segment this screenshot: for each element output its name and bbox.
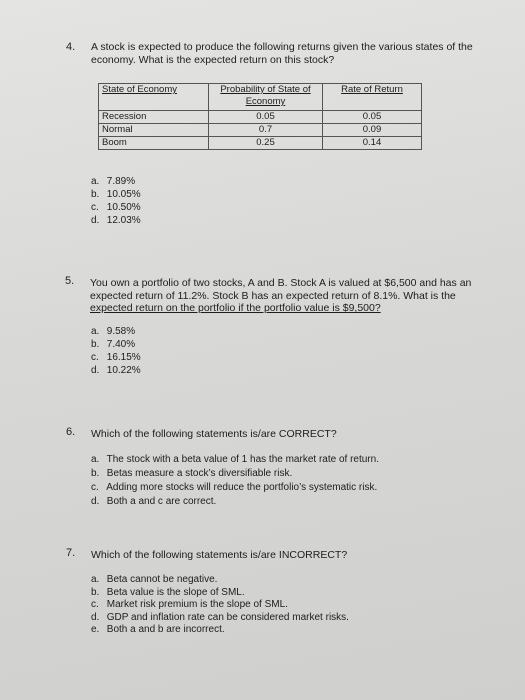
table-cell: 0.14 [323,137,422,150]
option-b[interactable]: b. 7.40% [91,339,136,350]
option-b[interactable]: b. Betas measure a stock’s diversifiable risk. [91,468,293,479]
option-c[interactable]: c. Market risk premium is the slope of SML. [91,599,288,610]
question-5-options [91,325,141,377]
question-7-number: 7. [66,547,76,559]
question-6-number: 6. [66,426,76,438]
header-probability: Probability of State of Economy [209,84,323,111]
question-5-text [90,277,510,315]
economy-returns-table [98,83,422,150]
table-cell: 0.25 [209,137,323,150]
question-4-line-2: economy. What is the expected return on this stock? [91,53,335,66]
question-5-line-3: expected return on the portfolio if the portfolio value is $9,500? [90,302,381,314]
table-cell: 0.09 [323,124,422,137]
option-d[interactable]: d. 10.22% [91,365,141,376]
table-cell: Recession [99,111,209,124]
option-c[interactable]: c. 16.15% [91,352,141,363]
table-row [99,111,422,124]
header-rate-of-return: Rate of Return [323,84,422,111]
option-a[interactable]: a. The stock with a beta value of 1 has the market rate of return. [91,454,379,465]
table-cell: 0.7 [209,124,323,137]
question-4-line-1: A stock is expected to produce the following returns given the various states of the [91,41,473,53]
table-header-row [99,84,422,111]
question-7-text: Which of the following statements is/are INCORRECT? [91,549,348,561]
option-c[interactable]: c. 10.50% [91,202,141,213]
question-5-line-2: expected return of 11.2%. Stock B has an expected return of 8.1%. What is the [90,289,456,302]
table-cell: 0.05 [209,111,323,124]
question-6-text: Which of the following statements is/are CORRECT? [91,428,337,440]
option-c[interactable]: c. Adding more stocks will reduce the portfolio’s systematic risk. [91,482,378,493]
option-e[interactable]: e. Both a and b are incorrect. [91,624,225,635]
question-7-options [91,574,349,637]
question-5-number: 5. [65,275,75,287]
table-cell: 0.05 [323,111,422,124]
question-4-options [91,175,141,227]
option-a[interactable]: a. 9.58% [91,326,136,337]
option-b[interactable]: b. 10.05% [91,189,141,200]
header-state-of-economy: State of Economy [99,84,209,111]
question-5-line-1: You own a portfolio of two stocks, A and B. Stock A is valued at $6,500 and has an [90,277,472,289]
question-4-number: 4. [66,41,76,53]
option-b[interactable]: b. Beta value is the slope of SML. [91,586,245,598]
option-d[interactable]: d. 12.03% [91,215,141,226]
option-d[interactable]: d. GDP and inflation rate can be considered market risks. [91,611,349,623]
option-a[interactable]: a. Beta cannot be negative. [91,574,218,585]
question-4-text [91,41,511,66]
question-6-options [91,453,379,509]
table-cell: Boom [99,137,209,150]
option-d[interactable]: d. Both a and c are correct. [91,496,217,507]
option-a[interactable]: a. 7.89% [91,176,136,187]
table-row [99,124,422,137]
table-row [99,137,422,150]
table-cell: Normal [99,124,209,137]
